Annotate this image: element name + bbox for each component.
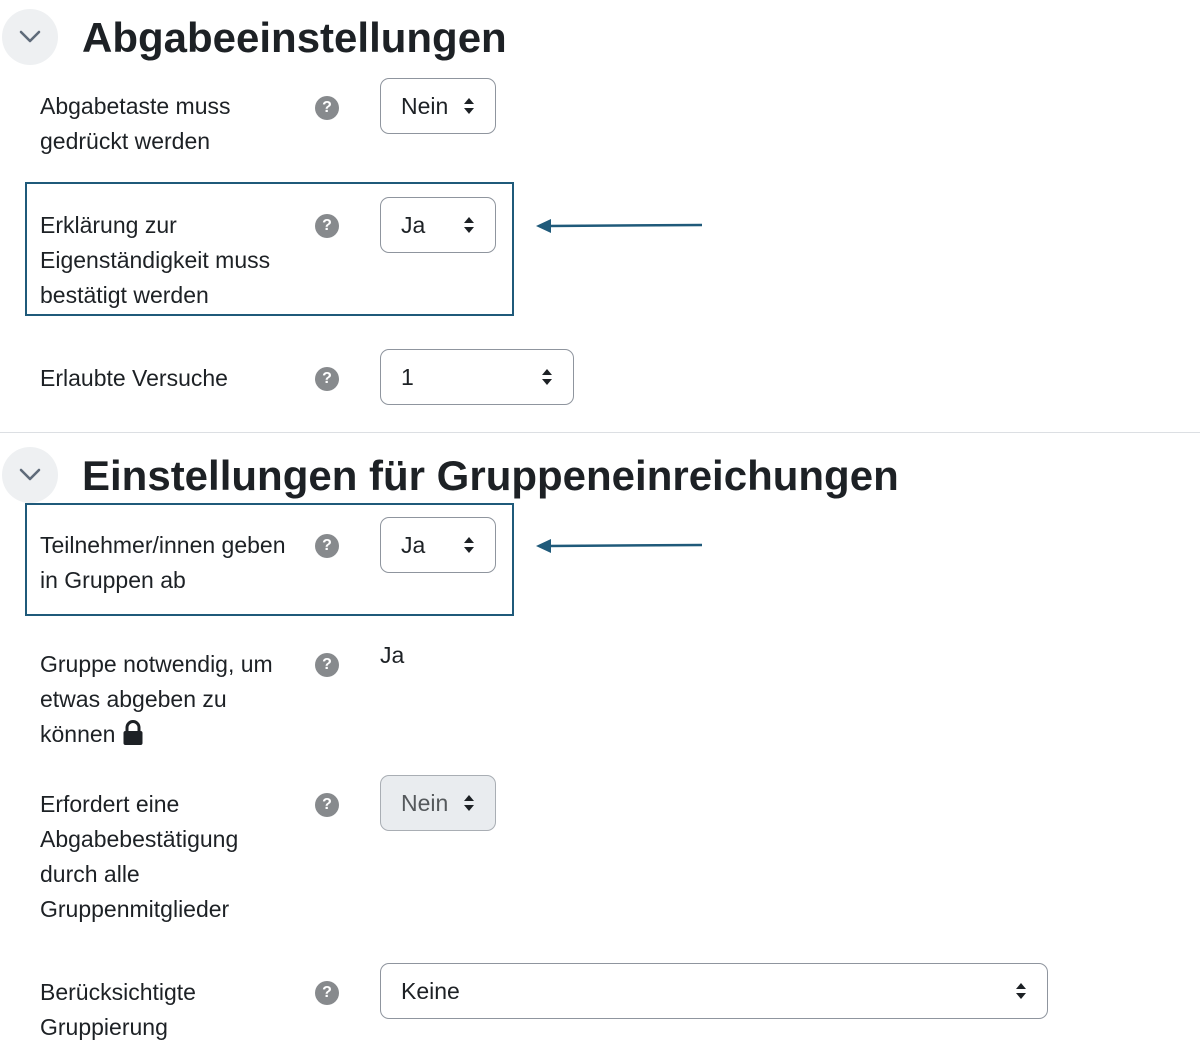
select-value: Nein	[401, 789, 449, 816]
select-allowed-attempts[interactable]	[380, 349, 574, 405]
sort-caret-icon	[463, 215, 475, 235]
sort-caret-icon	[541, 367, 553, 387]
label-grouping: Berücksichtigte Gruppierung	[40, 979, 196, 1040]
select-value: Keine	[401, 977, 460, 1004]
sort-caret-icon	[1015, 981, 1027, 1001]
help-icon[interactable]: ?	[315, 981, 339, 1005]
select-value: Nein	[401, 92, 449, 119]
annotation-arrow-icon	[534, 535, 706, 557]
select-declaration-required[interactable]	[380, 197, 496, 253]
select-grouping[interactable]	[380, 963, 1048, 1019]
label-declaration-required: Erklärung zur Eigenständigkeit muss bestätigt werden	[40, 212, 271, 308]
label-allowed-attempts: Erlaubte Versuche	[40, 365, 228, 391]
help-icon[interactable]: ?	[315, 653, 339, 677]
sort-caret-icon	[463, 96, 475, 116]
label-require-all-members: Erfordert eine Abgabebestätigung durch alle Gruppenmitglieder	[40, 791, 239, 922]
annotation-arrow-icon	[534, 215, 706, 237]
sort-caret-icon	[463, 793, 475, 813]
select-submit-button-required[interactable]	[380, 78, 496, 134]
chevron-down-icon	[18, 468, 42, 482]
label-submit-button-required: Abgabetaste muss gedrückt werden	[40, 93, 231, 154]
chevron-down-icon	[18, 30, 42, 44]
select-require-all-members	[380, 775, 496, 831]
section-divider	[0, 432, 1200, 433]
section-title-submission: Abgabeeinstellungen	[82, 14, 507, 61]
section-title-group-submission: Einstellungen für Gruppeneinreichungen	[82, 452, 899, 499]
help-icon[interactable]: ?	[315, 367, 339, 391]
group-required-value: Ja	[380, 642, 405, 668]
sort-caret-icon	[463, 535, 475, 555]
help-icon[interactable]: ?	[315, 96, 339, 120]
help-icon[interactable]: ?	[315, 793, 339, 817]
lock-icon	[122, 720, 144, 746]
label-group-submission: Teilnehmer/innen geben in Gruppen ab	[40, 532, 286, 593]
select-value: Ja	[401, 211, 426, 238]
select-value: 1	[401, 363, 414, 390]
collapse-toggle-group-submission[interactable]	[2, 447, 58, 503]
help-icon[interactable]: ?	[315, 214, 339, 238]
help-icon[interactable]: ?	[315, 534, 339, 558]
collapse-toggle-submission[interactable]	[2, 9, 58, 65]
select-group-submission[interactable]	[380, 517, 496, 573]
select-value: Ja	[401, 531, 426, 558]
label-group-required: Gruppe notwendig, um etwas abgeben zu können	[40, 651, 273, 747]
